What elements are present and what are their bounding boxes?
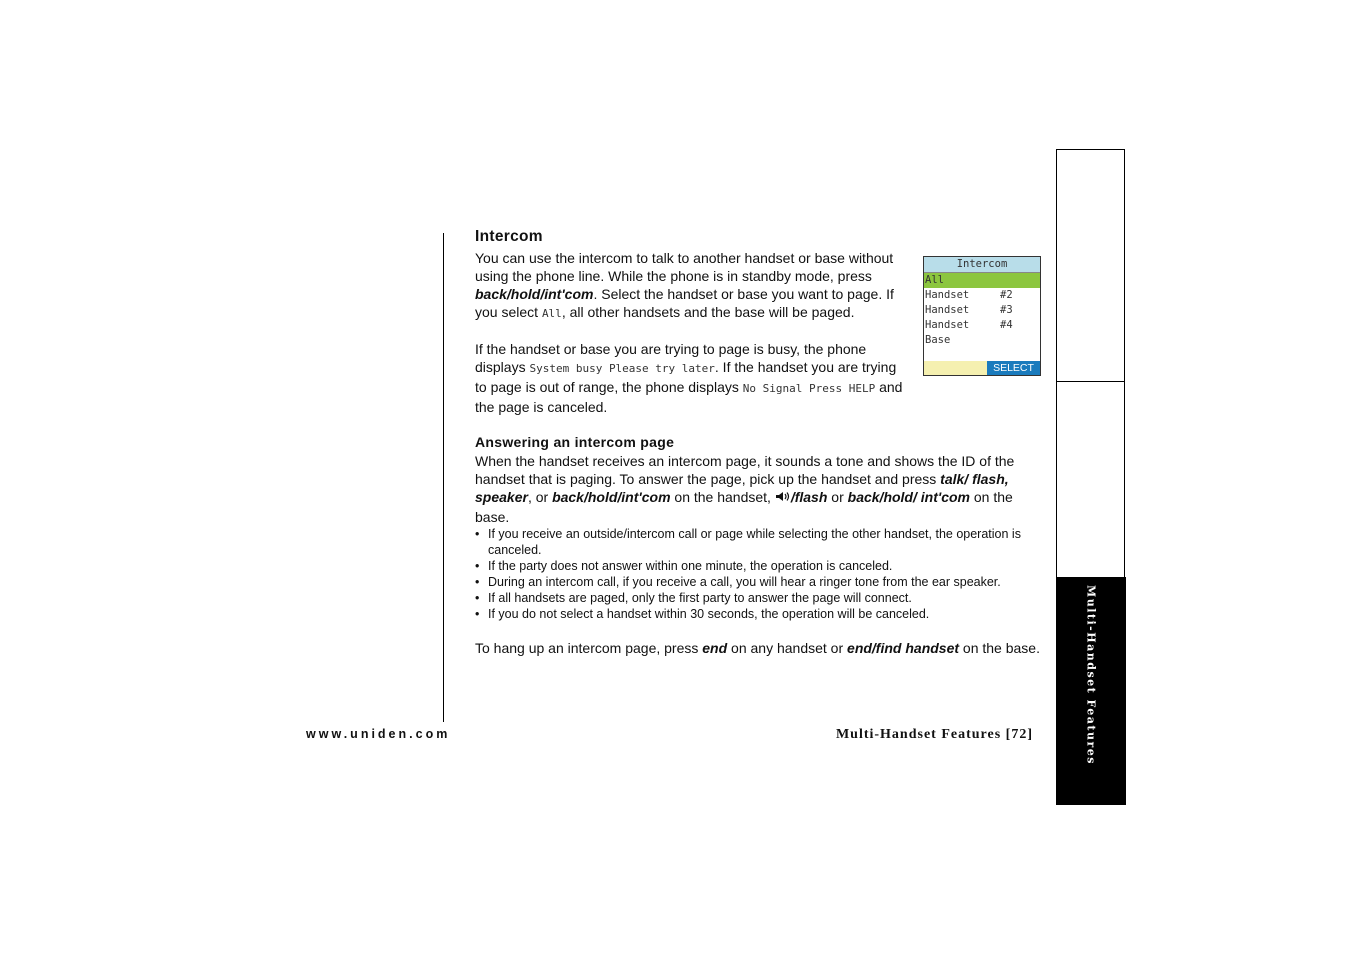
display-text-all: All [541, 307, 562, 320]
busy-paragraph: If the handset or base you are trying to page is busy, the phone displays System busy Please try later. If the handset you are trying to page is out of range, the phone displays No Signal Press HELP and the page is canceled. [475, 341, 903, 415]
lcd-row-handset-4: Handset #4 [925, 319, 1013, 331]
key-back-hold-intcom-base: back/hold/ int'com [847, 489, 970, 505]
side-tab-divider [1056, 381, 1125, 382]
lcd-row-handset-2: Handset #2 [925, 289, 1013, 301]
key-end-find-handset: end/find handset [847, 640, 960, 656]
lcd-softkey-bar [924, 361, 1040, 375]
list-item: • If you receive an outside/intercom call or page while selecting the other handset, the operation is canceled. [475, 526, 1045, 558]
lcd-select-softkey: SELECT [987, 361, 1040, 375]
lcd-title: Intercom [924, 257, 1040, 273]
section-title: Intercom [475, 228, 543, 245]
key-end: end [702, 640, 728, 656]
list-item: • If all handsets are paged, only the first party to answer the page will connect. [475, 590, 1045, 606]
key-talk-flash-speaker: talk/ flash, speaker [475, 471, 1009, 505]
speaker-icon [775, 490, 791, 508]
key-back-hold-intcom: back/hold/int'com [475, 286, 594, 302]
key-flash: /flash [790, 489, 828, 505]
side-tab-label: Multi-Handset Features [1084, 585, 1098, 765]
display-text-busy: System busy Please try later [529, 362, 715, 375]
lcd-row-handset-3: Handset #3 [925, 304, 1013, 316]
footer-website: www.uniden.com [306, 727, 451, 741]
intro-paragraph: You can use the intercom to talk to another handset or base without using the phone line. While the phone is in standby mode, press back/hold/int'com. Select the handset or base you want to page. If you select All, all other handsets and the base will be paged. [475, 250, 894, 320]
list-item: • If you do not select a handset within 30 seconds, the operation will be canceled. [475, 606, 1045, 622]
answer-heading: Answering an intercom page [475, 434, 675, 450]
list-item: • If the party does not answer within one minute, the operation is canceled. [475, 558, 1045, 574]
hangup-paragraph: To hang up an intercom page, press end on any handset or end/find handset on the base. [475, 640, 1040, 656]
list-item: • During an intercom call, if you receive a call, you will hear a ringer tone from the ear speaker. [475, 574, 1045, 590]
lcd-row-all: All [924, 273, 1040, 288]
lcd-row-base: Base [925, 334, 951, 346]
notes-list [475, 526, 1045, 622]
margin-rule [443, 233, 444, 722]
answer-paragraph: When the handset receives an intercom page, it sounds a tone and shows the ID of the handset that is paging. To answer the page, pick up the handset and press talk/ flash, speaker, or back/hold/int'com on the handset, /flash or back/hold/ int'com on the base. [475, 453, 1015, 525]
display-text-no-signal: No Signal Press HELP [742, 382, 876, 395]
lcd-screen-illustration [923, 256, 1041, 376]
key-back-hold-intcom-2: back/hold/int'com [552, 489, 671, 505]
footer-page-label: Multi-Handset Features [72] [835, 727, 1033, 742]
